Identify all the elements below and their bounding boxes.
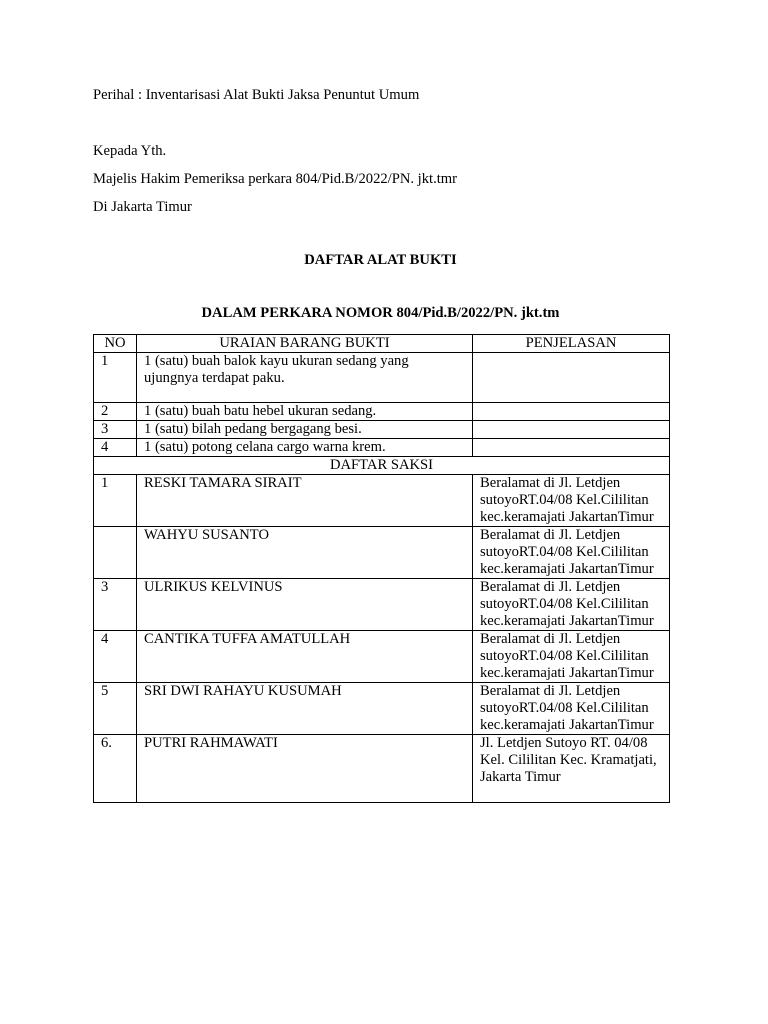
table-row — [94, 475, 670, 527]
perihal-line: Perihal : Inventarisasi Alat Bukti Jaksa Penuntut Umum — [93, 87, 420, 103]
document-title: DAFTAR ALAT BUKTI — [304, 252, 457, 268]
saksi-nama: PUTRI RAHMAWATI — [137, 735, 473, 803]
row-no: 4 — [94, 439, 137, 457]
saksi-alamat: Beralamat di Jl. Letdjen sutoyoRT.04/08 Kel.Cililitan kec.keramajati JakartanTimur — [473, 683, 670, 735]
saksi-alamat: Beralamat di Jl. Letdjen sutoyoRT.04/08 Kel.Cililitan kec.keramajati JakartanTimur — [473, 475, 670, 527]
table-row — [94, 735, 670, 803]
table-row — [94, 439, 670, 457]
saksi-no: 4 — [94, 631, 137, 683]
saksi-no: 5 — [94, 683, 137, 735]
row-uraian: 1 (satu) buah balok kayu ukuran sedang yang ujungnya terdapat paku. — [137, 353, 473, 403]
saksi-alamat: Beralamat di Jl. Letdjen sutoyoRT.04/08 Kel.Cililitan kec.keramajati JakartanTimur — [473, 631, 670, 683]
saksi-header-row — [94, 457, 670, 475]
table-row — [94, 579, 670, 631]
table-row — [94, 683, 670, 735]
table-row — [94, 403, 670, 421]
saksi-nama: CANTIKA TUFFA AMATULLAH — [137, 631, 473, 683]
saksi-no: 1 — [94, 475, 137, 527]
table-row — [94, 421, 670, 439]
header-penjelasan: PENJELASAN — [473, 335, 670, 353]
header-uraian: URAIAN BARANG BUKTI — [137, 335, 473, 353]
row-penjelasan — [473, 421, 670, 439]
location-line: Di Jakarta Timur — [93, 199, 192, 215]
table-row — [94, 631, 670, 683]
header-no: NO — [94, 335, 137, 353]
saksi-no: 6. — [94, 735, 137, 803]
saksi-nama: RESKI TAMARA SIRAIT — [137, 475, 473, 527]
saksi-nama: WAHYU SUSANTO — [137, 527, 473, 579]
row-uraian: 1 (satu) potong celana cargo warna krem. — [137, 439, 473, 457]
table-row — [94, 353, 670, 403]
row-penjelasan — [473, 403, 670, 421]
addressee-line: Kepada Yth. — [93, 143, 167, 159]
case-number-title: DALAM PERKARA NOMOR 804/Pid.B/2022/PN. jkt.tm — [201, 305, 560, 321]
saksi-header: DAFTAR SAKSI — [94, 457, 670, 475]
saksi-alamat: Jl. Letdjen Sutoyo RT. 04/08 Kel. Cililitan Kec. Kramatjati, Jakarta Timur — [473, 735, 670, 803]
row-uraian: 1 (satu) buah batu hebel ukuran sedang. — [137, 403, 473, 421]
majelis-line: Majelis Hakim Pemeriksa perkara 804/Pid.B/2022/PN. jkt.tmr — [93, 171, 457, 187]
evidence-table — [93, 334, 670, 803]
saksi-no: 3 — [94, 579, 137, 631]
saksi-alamat: Beralamat di Jl. Letdjen sutoyoRT.04/08 Kel.Cililitan kec.keramajati JakartanTimur — [473, 579, 670, 631]
row-no: 1 — [94, 353, 137, 403]
saksi-no — [94, 527, 137, 579]
saksi-alamat: Beralamat di Jl. Letdjen sutoyoRT.04/08 Kel.Cililitan kec.keramajati JakartanTimur — [473, 527, 670, 579]
row-penjelasan — [473, 353, 670, 403]
saksi-nama: ULRIKUS KELVINUS — [137, 579, 473, 631]
saksi-nama: SRI DWI RAHAYU KUSUMAH — [137, 683, 473, 735]
row-penjelasan — [473, 439, 670, 457]
table-header-row — [94, 335, 670, 353]
row-uraian: 1 (satu) bilah pedang bergagang besi. — [137, 421, 473, 439]
table-row — [94, 527, 670, 579]
row-no: 2 — [94, 403, 137, 421]
row-no: 3 — [94, 421, 137, 439]
